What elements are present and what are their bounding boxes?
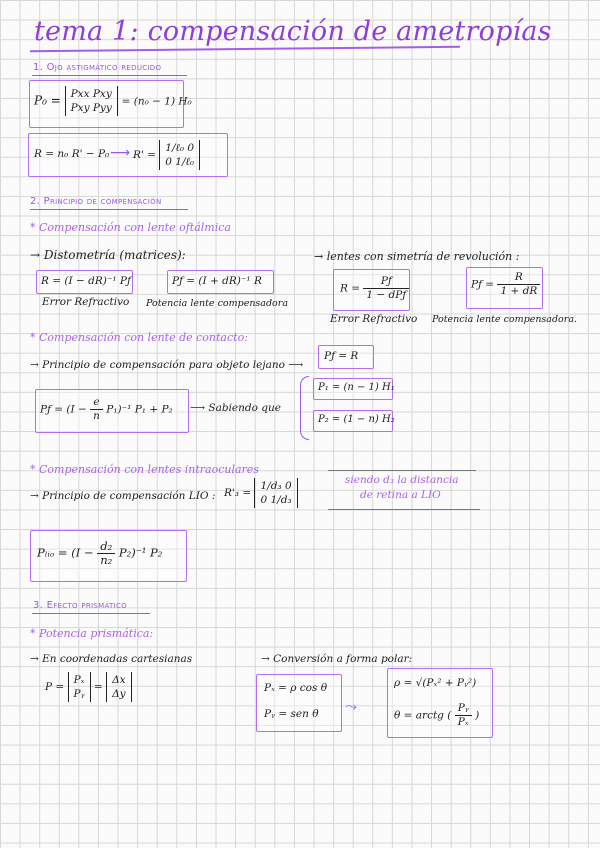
- delta-vector: Δx Δy: [106, 672, 132, 702]
- sub-prismatica: * Potencia prismática:: [30, 627, 154, 640]
- section-3-heading: 3. Efecto prismático: [33, 600, 127, 611]
- eq1-matrix: Pxx Pxy Pxy Pyy: [65, 86, 118, 116]
- curved-arrow-icon: ⤳: [345, 697, 358, 715]
- formula-lente-contacto: Pƒ = (I − $\frac{e}{n}$ P₁)⁻¹ P₁ + P₂: [40, 396, 173, 422]
- p2-formula: P₂ = (1 − n) H₂: [318, 414, 395, 425]
- section-1-underline: [32, 75, 187, 76]
- py-formula: Pᵧ = sen θ: [264, 708, 319, 720]
- distometria-label: → Distometría (matrices):: [30, 248, 186, 262]
- caption-potencia: Potencia lente compensadora: [146, 298, 288, 309]
- caption-potencia-simetria: Potencia lente compensadora.: [432, 314, 578, 325]
- lio-matrix: R'₃ = 1/d₃ 0 0 1/d₃: [224, 478, 298, 508]
- pf-equals-r: Pƒ = R: [324, 350, 359, 362]
- p-vector: Pₓ Pᵧ: [68, 672, 91, 702]
- eq2-matrix: 1/ℓ₀ 0 0 1/ℓ₀: [159, 140, 200, 170]
- note-rule-top: [328, 470, 476, 471]
- formula-cartesiana: P = Pₓ Pᵧ = Δx Δy: [45, 672, 132, 702]
- sub-intraoculares: * Compensación con lentes intraoculares: [30, 463, 259, 476]
- page-title: tema 1: compensación de ametropías: [34, 16, 552, 47]
- cartesianas-label: → En coordenadas cartesianas: [30, 653, 193, 665]
- sub-oftalmica: * Compensación con lente oftálmica: [30, 221, 231, 234]
- note-line-2: de retina a LIO: [360, 489, 441, 501]
- polar-label: → Conversión a forma polar:: [261, 653, 413, 665]
- p1-formula: P₁ = (n − 1) H₁: [318, 382, 395, 393]
- caption-error-simetria: Error Refractivo: [330, 313, 418, 325]
- formula-pf-simetria: Pƒ = $\frac{R}{1 + dR}$: [471, 271, 540, 298]
- formula-r-simetria: R = $\frac{Pƒ}{\text{1 − dPƒ}}$: [340, 275, 409, 302]
- caption-error-refractivo: Error Refractivo: [42, 296, 130, 308]
- formula-lio: Pₗᵢₒ = (I − $\frac{\text{d₂}}{\text{n₂}}$ P₂)⁻¹ P₂: [37, 539, 163, 567]
- principio-lejano: → Principio de compensación para objeto lejano ⟶: [30, 359, 304, 371]
- simetria-label: → lentes con simetría de revolución :: [314, 250, 520, 263]
- rho-formula: ρ = √(Pₓ² + Pᵧ²): [394, 677, 477, 689]
- eq1: P₀ = Pxx Pxy Pxy Pyy = (n₀ − 1) H₀: [34, 88, 192, 114]
- theta-formula: θ = arctg ( $\frac{\text{Pᵧ}}{\text{Pₓ}}$ ): [394, 702, 480, 728]
- section-1-heading: 1. Ojo astigmático reducido: [33, 62, 162, 73]
- section-3-underline: [32, 613, 150, 614]
- arrow-icon: ⟶: [110, 145, 131, 161]
- px-formula: Pₓ = ρ cos θ: [264, 682, 328, 694]
- section-2-heading: 2. Principio de compensación: [30, 196, 162, 207]
- eq2-lhs: R = n₀ R' − P₀: [34, 148, 110, 160]
- section-2-underline: [30, 209, 188, 210]
- formula-potencia: Pƒ = (I + dR)⁻¹ R: [172, 275, 262, 287]
- principio-lio: → Principio de compensación LIO :: [30, 490, 216, 502]
- r3-matrix: 1/d₃ 0 0 1/d₃: [254, 478, 297, 508]
- formula-error-refractivo: R = (I − dR)⁻¹ Pƒ: [41, 275, 131, 287]
- brace: [300, 376, 309, 440]
- sabiendo-que: ⟶ Sabiendo que: [190, 402, 281, 414]
- eq2-rhs: R' = 1/ℓ₀ 0 0 1/ℓ₀: [133, 140, 200, 170]
- note-rule-bottom: [328, 509, 480, 510]
- sub-contacto: * Compensación con lente de contacto:: [30, 331, 248, 344]
- note-line-1: siendo d₃ la distancia: [345, 474, 459, 486]
